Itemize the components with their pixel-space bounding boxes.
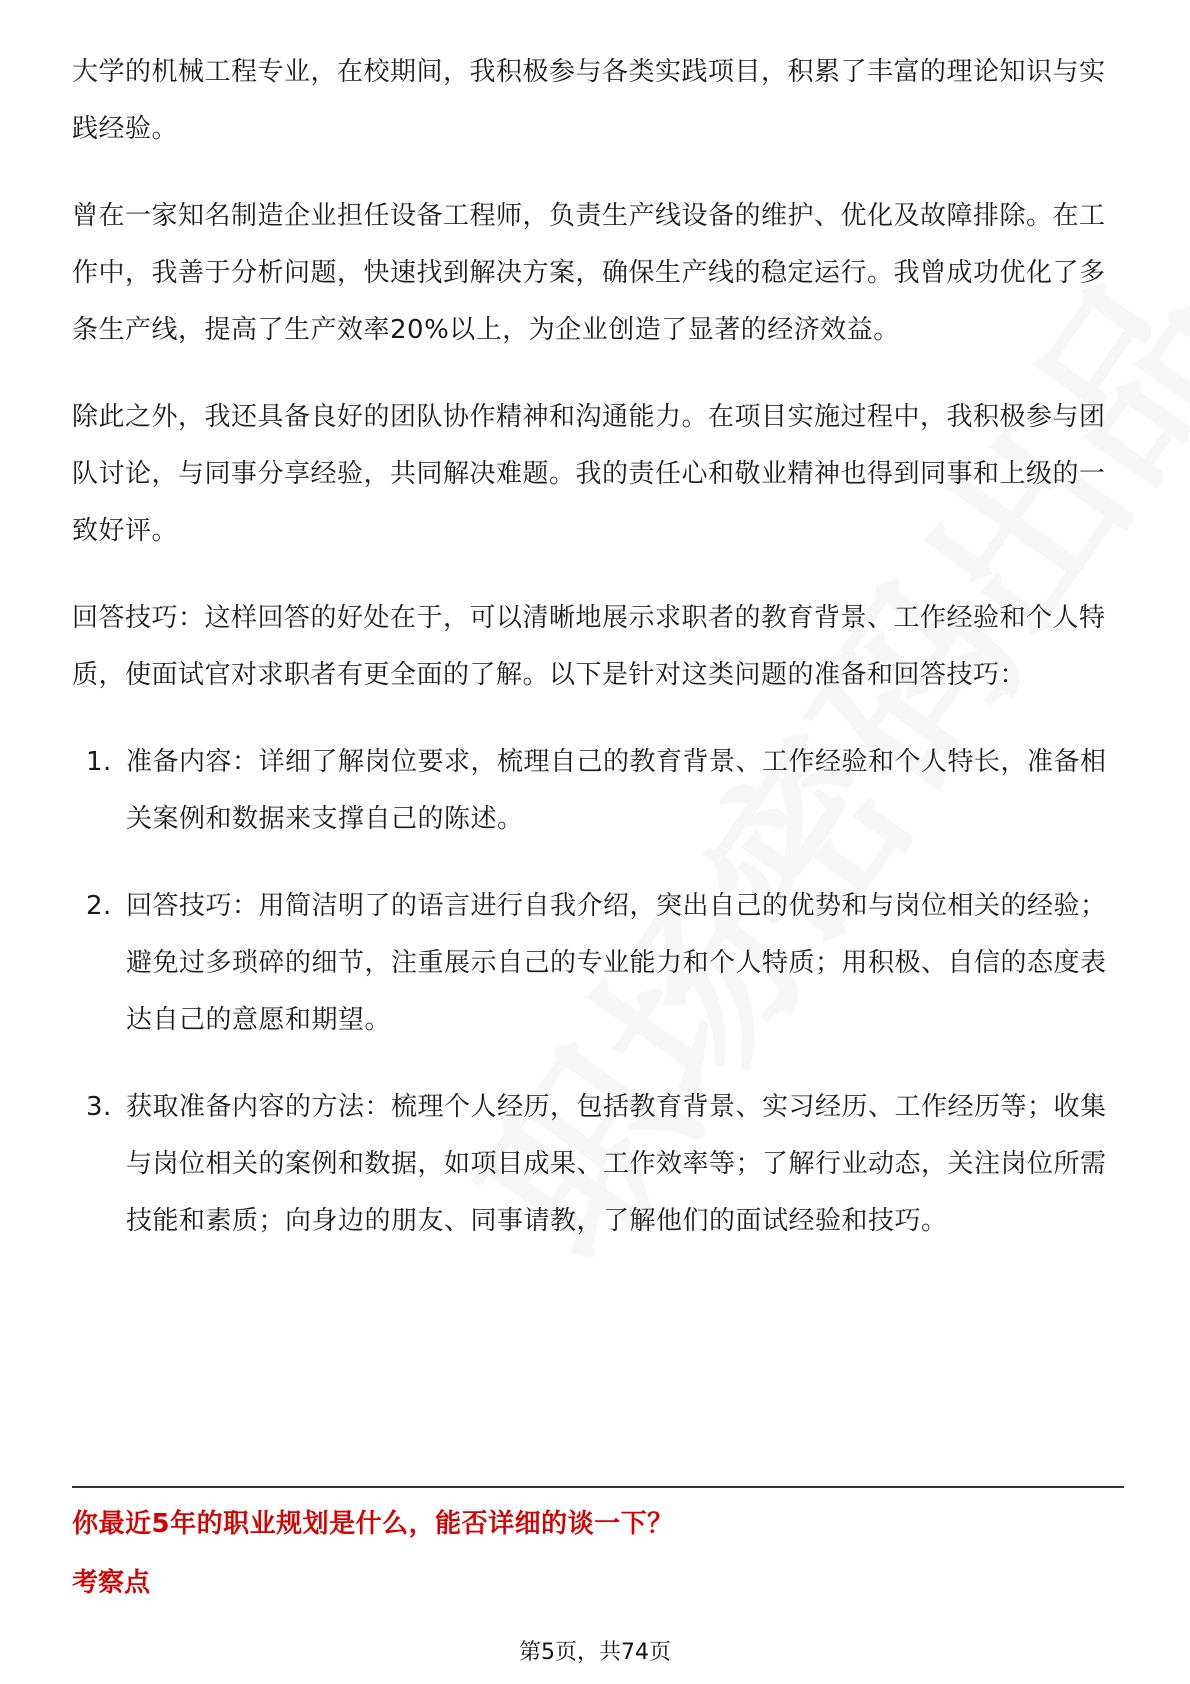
paragraph-work-experience: 曾在一家知名制造企业担任设备工程师，负责生产线设备的维护、优化及故障排除。在工作中，我善于分析问题，快速找到解决方案，确保生产线的稳定运行。我曾成功优化了多条生产线，提高了生产效率20%以上，为企业创造了显著的经济效益。 [72,201,1106,345]
list-item-number: 3. [86,1092,112,1122]
list-item-text: 准备内容：详细了解岗位要求，梳理自己的教育背景、工作经验和个人特长，准备相关案例和数据来支撑自己的陈述。 [126,747,1107,834]
list-item-number: 1. [86,747,112,777]
paragraph-teamwork: 除此之外，我还具备良好的团队协作精神和沟通能力。在项目实施过程中，我积极参与团队讨论，与同事分享经验，共同解决难题。我的责任心和敬业精神也得到同事和上级的一致好评。 [72,402,1106,546]
list-item-text: 获取准备内容的方法：梳理个人经历，包括教育背景、实习经历、工作经历等；收集与岗位相关的案例和数据，如项目成果、工作效率等；了解行业动态，关注岗位所需技能和素质；向身边的朋友、同事请教，了解他们的面试经验和技巧。 [126,1092,1107,1236]
tips-list [72,734,1124,1250]
list-item [72,734,1124,848]
list-item [72,1079,1124,1250]
section-divider [72,1486,1124,1488]
question-heading: 你最近5年的职业规划是什么，能否详细的谈一下？ [72,1509,674,1539]
section-subheading: 考察点 [72,1568,151,1598]
list-item-number: 2. [86,891,112,921]
page-footer: 第5页，共74页 [519,1640,671,1665]
document-body [72,44,1124,1280]
list-item [72,878,1124,1049]
paragraph-education: 大学的机械工程专业，在校期间，我积极参与各类实践项目，积累了丰富的理论知识与实践经验。 [72,57,1106,144]
list-item-text: 回答技巧：用简洁明了的语言进行自我介绍，突出自己的优势和与岗位相关的经验；避免过多琐碎的细节，注重展示自己的专业能力和个人特质；用积极、自信的态度表达自己的意愿和期望。 [126,891,1107,1035]
paragraph-answer-tips: 回答技巧：这样回答的好处在于，可以清晰地展示求职者的教育背景、工作经验和个人特质，使面试官对求职者有更全面的了解。以下是针对这类问题的准备和回答技巧： [72,603,1106,690]
